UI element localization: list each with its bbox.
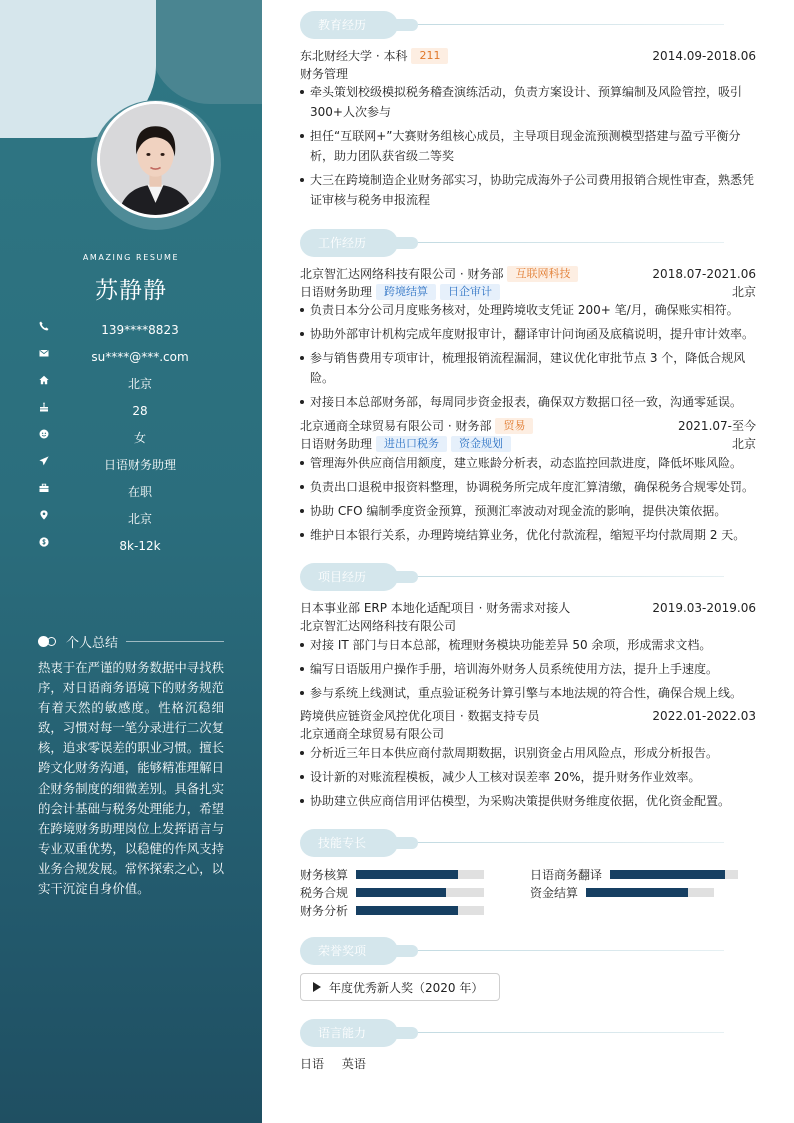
skill-bar bbox=[356, 870, 484, 879]
section-title: 荣誉奖项 bbox=[300, 937, 398, 965]
project-org-row bbox=[300, 617, 756, 635]
project-org: 北京智汇达网络科技有限公司 bbox=[300, 619, 457, 633]
project-bullets bbox=[300, 635, 756, 707]
skill-tag: 资金规划 bbox=[451, 436, 511, 452]
email-value: su****@***.com bbox=[91, 349, 189, 364]
language-list bbox=[300, 1055, 380, 1073]
section-heading-projects bbox=[300, 563, 756, 591]
major: 财务管理 bbox=[300, 67, 349, 81]
job-header bbox=[300, 417, 756, 435]
section-heading-skills bbox=[300, 829, 756, 857]
job-bullets bbox=[300, 453, 756, 549]
section-title: 项目经历 bbox=[300, 563, 398, 591]
main-content bbox=[300, 0, 756, 1123]
job-role: 日语财务助理 bbox=[300, 437, 373, 451]
job-role: 日语财务助理 bbox=[300, 285, 373, 299]
project-header bbox=[300, 599, 756, 617]
info-target-city bbox=[0, 505, 262, 532]
list-item: 对接 IT 部门与日本总部，梳理财务模块功能差异 50 余项，形成需求文档。 bbox=[300, 635, 756, 655]
job-status-value: 在职 bbox=[127, 484, 152, 499]
section-title: 教育经历 bbox=[300, 11, 398, 39]
contact-info-list bbox=[0, 316, 262, 559]
job-header bbox=[300, 265, 756, 283]
briefcase-icon bbox=[38, 482, 50, 494]
money-icon bbox=[38, 536, 50, 548]
summary-title: 个人总结 bbox=[66, 635, 119, 651]
decorative-shape bbox=[388, 945, 418, 957]
job-period: 2021.07-至今 bbox=[678, 419, 756, 433]
section-heading-education bbox=[300, 11, 756, 39]
award-item bbox=[300, 973, 500, 1001]
skill-bar bbox=[586, 888, 714, 897]
company-name: 北京通商全球贸易有限公司 · 财务部 bbox=[300, 419, 492, 433]
gender-icon bbox=[38, 428, 50, 440]
avatar bbox=[97, 101, 214, 218]
list-item: 牵头策划校级模拟税务稽查演练活动，负责方案设计、预算编制及风险管控，吸引300+人次参与 bbox=[300, 82, 756, 122]
info-residence bbox=[0, 370, 262, 397]
info-gender bbox=[0, 424, 262, 451]
education-header bbox=[300, 47, 756, 65]
list-item: 参与销售费用专项审计，梳理报销流程漏洞，建议优化审批节点 3 个，降低合规风险。 bbox=[300, 348, 756, 388]
skill-name: 资金结算 bbox=[530, 885, 579, 900]
decorative-shape bbox=[388, 837, 418, 849]
salary-value: 8k-12k bbox=[119, 538, 161, 553]
decorative-shape bbox=[388, 1027, 418, 1039]
list-item: 维护日本银行关系，办理跨境结算业务，优化付款流程，缩短平均付款周期 2 天。 bbox=[300, 525, 756, 545]
school-tag: 211 bbox=[411, 48, 448, 64]
section-heading-work bbox=[300, 229, 756, 257]
cake-icon bbox=[38, 401, 50, 413]
gender-value: 女 bbox=[133, 430, 146, 445]
list-item: 协助外部审计机构完成年度财报审计，翻译审计问询函及底稿说明，提升审计效率。 bbox=[300, 324, 756, 344]
section-heading-awards bbox=[300, 937, 756, 965]
skill-bar bbox=[610, 870, 738, 879]
skill-item bbox=[530, 883, 714, 901]
skill-tag: 跨境结算 bbox=[376, 284, 436, 300]
divider bbox=[418, 242, 724, 243]
info-phone bbox=[0, 316, 262, 343]
company-name: 北京智汇达网络科技有限公司 · 财务部 bbox=[300, 267, 504, 281]
email-icon bbox=[38, 347, 50, 359]
resume-tagline: AMAZING RESUME bbox=[82, 253, 180, 262]
award-name: 年度优秀新人奖（2020 年） bbox=[329, 980, 484, 995]
education-bullets bbox=[300, 82, 756, 214]
portrait-photo-icon bbox=[100, 104, 211, 215]
location-pin-icon bbox=[38, 509, 50, 521]
list-item: 协助 CFO 编制季度资金预算，预测汇率波动对现金流的影响，提供决策依据。 bbox=[300, 501, 756, 521]
project-org-row bbox=[300, 725, 756, 743]
list-item: 大三在跨境制造企业财务部实习，协助完成海外子公司费用报销合规性审查，熟悉凭证审核与税务申报流程 bbox=[300, 170, 756, 210]
school-name: 东北财经大学 · 本科 bbox=[300, 49, 408, 63]
major-row bbox=[300, 65, 756, 83]
industry-tag: 贸易 bbox=[495, 418, 533, 434]
home-icon bbox=[38, 374, 50, 386]
summary-text: 热衷于在严谨的财务数据中寻找秩序，对日语商务语境下的财务规范有着天然的敏感度。性格沉稳细致，习惯对每一笔分录进行二次复核，追求零误差的职业习惯。擅长跨文化财务沟通，能够精准理解日企财务制度的细微差别。具备扎实的会计基础与税务处理能力，希望在跨境财务助理岗位上发挥语言与专业双重优势，以稳健的作风支持业务合规发展。常怀探索之心，以实干沉淀自身价值。 bbox=[38, 660, 224, 897]
divider bbox=[418, 842, 724, 843]
list-item: 参与系统上线测试，重点验证税务计算引擎与本地法规的符合性，确保合规上线。 bbox=[300, 683, 756, 703]
skill-name: 日语商务翻译 bbox=[530, 867, 603, 882]
skill-item bbox=[300, 865, 484, 883]
candidate-name: 苏静静 bbox=[95, 278, 167, 304]
skill-bar-fill bbox=[356, 888, 446, 897]
job-city: 北京 bbox=[731, 437, 756, 451]
job-period: 2018.07-2021.06 bbox=[652, 267, 756, 281]
skill-bar bbox=[356, 888, 484, 897]
skill-bar-fill bbox=[586, 888, 688, 897]
skill-tag: 日企审计 bbox=[440, 284, 500, 300]
skill-item bbox=[300, 901, 484, 919]
list-item: 负责日本分公司月度账务核对，处理跨境收支凭证 200+ 笔/月，确保账实相符。 bbox=[300, 300, 756, 320]
job-role-row bbox=[300, 283, 756, 301]
list-item: 协助建立供应商信用评估模型，为采购决策提供财务维度依据，优化资金配置。 bbox=[300, 791, 756, 811]
summary-heading bbox=[38, 632, 224, 650]
project-period: 2019.03-2019.06 bbox=[652, 601, 756, 615]
education-period: 2014.09-2018.06 bbox=[652, 49, 756, 63]
list-item: 编写日语版用户操作手册，培训海外财务人员系统使用方法，提升上手速度。 bbox=[300, 659, 756, 679]
section-title: 语言能力 bbox=[300, 1019, 398, 1047]
phone-icon bbox=[38, 320, 50, 332]
decorative-shape bbox=[150, 0, 262, 104]
divider bbox=[418, 950, 724, 951]
job-bullets bbox=[300, 300, 756, 416]
residence-value: 北京 bbox=[127, 376, 152, 391]
job-city: 北京 bbox=[731, 285, 756, 299]
list-item: 对接日本总部财务部，每周同步资金报表，确保双方数据口径一致，沟通零延误。 bbox=[300, 392, 756, 412]
section-heading-languages bbox=[300, 1019, 756, 1047]
language-item: 英语 bbox=[341, 1057, 366, 1071]
language-item: 日语 bbox=[300, 1057, 325, 1071]
project-header bbox=[300, 707, 756, 725]
info-age bbox=[0, 397, 262, 424]
skill-bar-fill bbox=[610, 870, 725, 879]
skill-bar bbox=[356, 906, 484, 915]
skill-name: 财务核算 bbox=[300, 867, 349, 882]
divider bbox=[418, 576, 724, 577]
list-item: 管理海外供应商信用额度，建立账龄分析表，动态监控回款进度，降低坏账风险。 bbox=[300, 453, 756, 473]
industry-tag: 互联网科技 bbox=[507, 266, 578, 282]
section-title: 技能专长 bbox=[300, 829, 398, 857]
list-item: 设计新的对账流程模板，减少人工核对误差率 20%，提升财务作业效率。 bbox=[300, 767, 756, 787]
info-salary bbox=[0, 532, 262, 559]
section-title: 工作经历 bbox=[300, 229, 398, 257]
project-period: 2022.01-2022.03 bbox=[652, 709, 756, 723]
info-email bbox=[0, 343, 262, 370]
skill-name: 财务分析 bbox=[300, 903, 349, 918]
age-value: 28 bbox=[132, 403, 148, 418]
list-item: 负责出口退税申报资料整理，协调税务所完成年度汇算清缴，确保税务合规零处罚。 bbox=[300, 477, 756, 497]
job-role-row bbox=[300, 435, 756, 453]
project-name: 日本事业部 ERP 本地化适配项目 · 财务需求对接人 bbox=[300, 601, 571, 615]
sidebar bbox=[0, 0, 262, 1123]
list-item: 担任“互联网+”大赛财务组核心成员，主导项目现金流预测模型搭建与盈亏平衡分析，助力团队获省级二等奖 bbox=[300, 126, 756, 166]
project-org: 北京通商全球贸易有限公司 bbox=[300, 727, 445, 741]
divider bbox=[418, 1032, 724, 1033]
project-name: 跨境供应链资金风控优化项目 · 数据支持专员 bbox=[300, 709, 540, 723]
dots-icon bbox=[38, 635, 58, 647]
skill-bar-fill bbox=[356, 906, 458, 915]
target-position-value: 日语财务助理 bbox=[103, 457, 176, 472]
skill-tag: 进出口税务 bbox=[376, 436, 447, 452]
divider bbox=[126, 641, 224, 642]
list-item: 分析近三年日本供应商付款周期数据，识别资金占用风险点，形成分析报告。 bbox=[300, 743, 756, 763]
target-city-value: 北京 bbox=[127, 511, 152, 526]
skill-item bbox=[300, 883, 484, 901]
skill-name: 税务合规 bbox=[300, 885, 349, 900]
project-bullets bbox=[300, 743, 756, 815]
triangle-icon bbox=[313, 982, 321, 992]
skill-item bbox=[530, 865, 738, 883]
phone-value: 139****8823 bbox=[101, 322, 179, 337]
decorative-shape bbox=[388, 571, 418, 583]
skill-bar-fill bbox=[356, 870, 458, 879]
decorative-shape bbox=[388, 19, 418, 31]
decorative-shape bbox=[388, 237, 418, 249]
divider bbox=[418, 24, 724, 25]
info-target-position bbox=[0, 451, 262, 478]
info-job-status bbox=[0, 478, 262, 505]
send-icon bbox=[38, 455, 50, 467]
